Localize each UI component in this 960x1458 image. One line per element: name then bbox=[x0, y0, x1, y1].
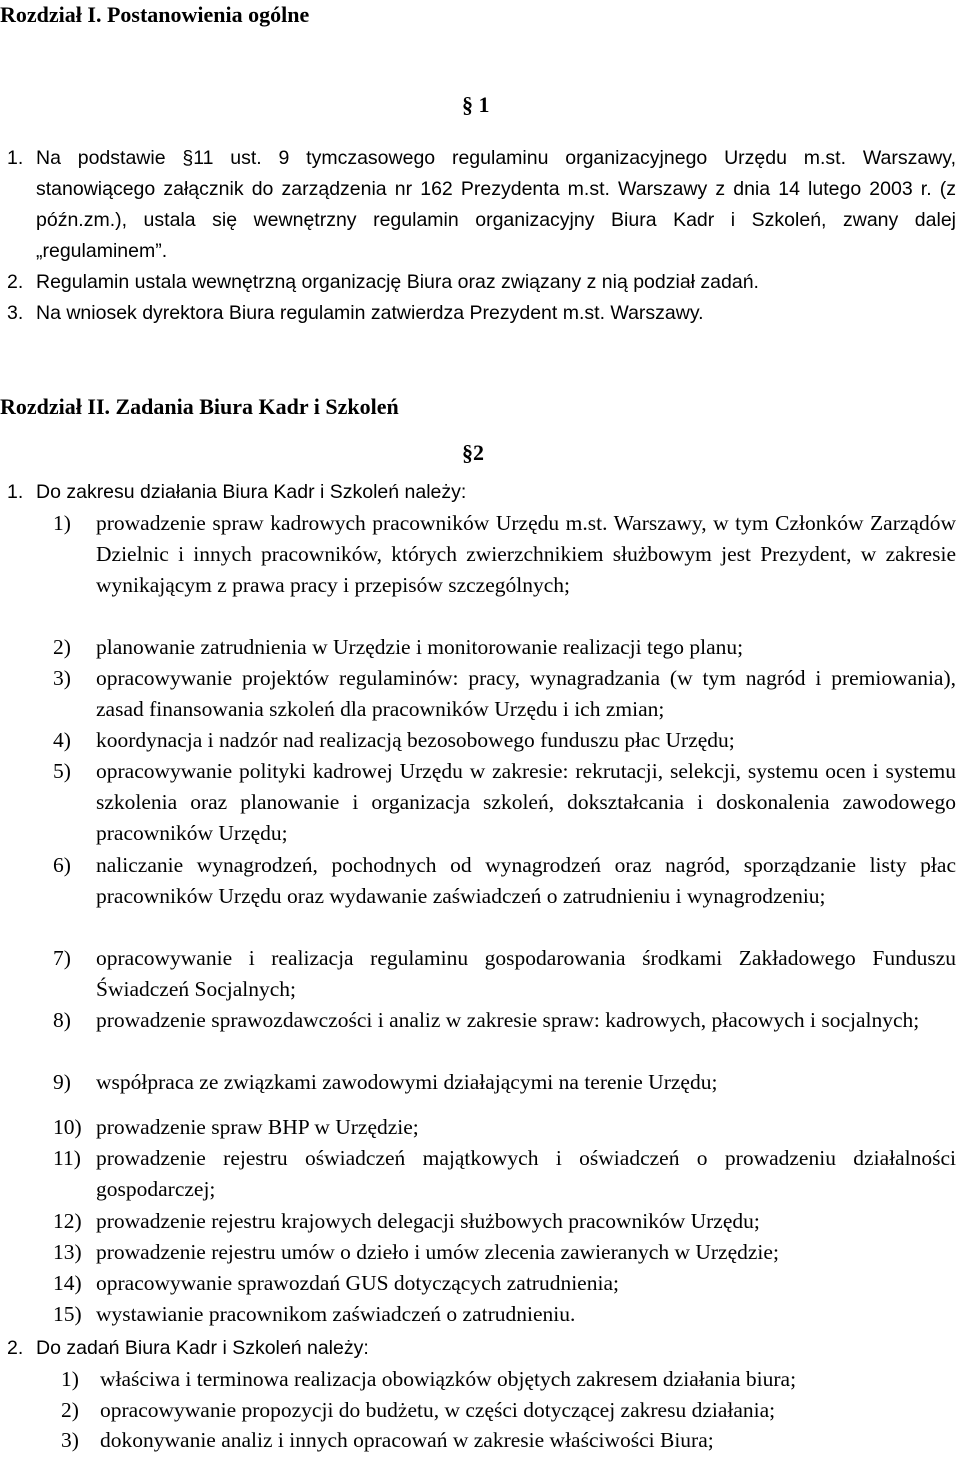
subitem-text: koordynacja i nadzór nad realizacją bezosobowego funduszu płac Urzędu; bbox=[96, 728, 735, 752]
subitem-text: opracowywanie polityki kadrowej Urzędu w zakresie: rekrutacji, selekcji, systemu ocen i systemu szkolenia oraz planowanie i organizacja szkoleń, dokształcania i doskonalenia zawodowego pracowników Urzędu; bbox=[96, 759, 956, 845]
point1-subitem-3 bbox=[53, 663, 956, 725]
subitem-number: 2) bbox=[53, 635, 71, 659]
subitem-number: 1) bbox=[61, 1367, 79, 1391]
point1-subitem-10 bbox=[53, 1112, 956, 1143]
subitem-number: 11) bbox=[53, 1146, 81, 1170]
item-number: 1. bbox=[7, 147, 24, 169]
point-number: 2. bbox=[7, 1337, 24, 1359]
item-text: Na wniosek dyrektora Biura regulamin zatwierdza Prezydent m.st. Warszawy. bbox=[36, 302, 704, 324]
subitem-text: dokonywanie analiz i innych opracowań w zakresie właściwości Biura; bbox=[100, 1428, 714, 1452]
subitem-number: 14) bbox=[53, 1271, 82, 1295]
section-2-heading: §2 bbox=[462, 440, 484, 465]
point1-subitem-13 bbox=[53, 1237, 956, 1268]
point-text: Do zakresu działania Biura Kadr i Szkoleń należy: bbox=[36, 481, 467, 503]
point1-subitem-12 bbox=[53, 1206, 956, 1237]
subitem-number: 10) bbox=[53, 1115, 82, 1139]
point1-subitem-5 bbox=[53, 756, 956, 849]
subitem-number: 9) bbox=[53, 1070, 71, 1094]
point1-subitem-11 bbox=[53, 1143, 956, 1205]
subitem-text: wystawianie pracownikom zaświadczeń o zatrudnieniu. bbox=[96, 1302, 576, 1326]
point1-subitem-8 bbox=[53, 1005, 956, 1036]
item-number: 3. bbox=[7, 302, 24, 324]
subitem-number: 2) bbox=[61, 1398, 79, 1422]
subitem-text: opracowywanie projektów regulaminów: pracy, wynagradzania (w tym nagród i premiowania), zasad finansowania szkoleń dla pracowników Urzędu i ich zmian; bbox=[96, 666, 956, 721]
subitem-number: 7) bbox=[53, 946, 71, 970]
subitem-number: 5) bbox=[53, 759, 71, 783]
point1-subitem-15 bbox=[53, 1299, 956, 1330]
subitem-text: opracowywanie propozycji do budżetu, w części dotyczącej zakresu działania; bbox=[100, 1398, 776, 1422]
point2-subitem-1 bbox=[61, 1364, 920, 1395]
subitem-number: 12) bbox=[53, 1209, 82, 1233]
subitem-text: prowadzenie rejestru oświadczeń majątkowych i oświadczeń o prowadzeniu działalności gospodarczej; bbox=[96, 1146, 956, 1201]
chapter1-item-1 bbox=[7, 143, 956, 267]
subitem-text: opracowywanie i realizacja regulaminu gospodarowania środkami Zakładowego Funduszu Świadczeń Socjalnych; bbox=[96, 946, 956, 1001]
point2-subitem-3 bbox=[61, 1425, 920, 1456]
item-number: 2. bbox=[7, 271, 24, 293]
subitem-text: współpraca ze związkami zawodowymi działającymi na terenie Urzędu; bbox=[96, 1070, 718, 1094]
point-number: 1. bbox=[7, 481, 24, 503]
subitem-text: prowadzenie sprawozdawczości i analiz w zakresie spraw: kadrowych, płacowych i socjalnych; bbox=[96, 1008, 920, 1032]
subitem-number: 3) bbox=[53, 666, 71, 690]
subitem-number: 1) bbox=[53, 511, 71, 535]
subitem-text: opracowywanie sprawozdań GUS dotyczących zatrudnienia; bbox=[96, 1271, 619, 1295]
chapter1-item-3 bbox=[7, 298, 956, 329]
point1-subitem-9 bbox=[53, 1067, 956, 1098]
point-text: Do zadań Biura Kadr i Szkoleń należy: bbox=[36, 1337, 369, 1359]
subitem-text: prowadzenie spraw kadrowych pracowników Urzędu m.st. Warszawy, w tym Członków Zarządów Dzielnic i innych pracowników, których zwierzchnikiem służbowym jest Prezydent, w zakresie wynikającym z prawa pracy i przepisów szczególnych; bbox=[96, 511, 956, 597]
item-text: Na podstawie §11 ust. 9 tymczasowego regulaminu organizacyjnego Urzędu m.st. Warszawy, stanowiącego załącznik do zarządzenia nr 162 Prezydenta m.st. Warszawy z dnia 14 lutego 2003 r. (z późn.zm.), ustala się wewnętrzny regulamin organizacyjny Biura Kadr i Szkoleń, zwany dalej „regulaminem”. bbox=[36, 147, 956, 262]
subitem-number: 13) bbox=[53, 1240, 82, 1264]
point1-subitem-2 bbox=[53, 632, 956, 663]
subitem-text: prowadzenie spraw BHP w Urzędzie; bbox=[96, 1115, 419, 1139]
subitem-text: planowanie zatrudnienia w Urzędzie i monitorowanie realizacji tego planu; bbox=[96, 635, 744, 659]
point1-subitem-14 bbox=[53, 1268, 956, 1299]
subitem-text: właściwa i terminowa realizacja obowiązków objętych zakresem działania biura; bbox=[100, 1367, 797, 1391]
subitem-number: 8) bbox=[53, 1008, 71, 1032]
subitem-number: 15) bbox=[53, 1302, 82, 1326]
chapter2-point-1 bbox=[7, 477, 956, 508]
point1-subitem-7 bbox=[53, 943, 956, 1005]
chapter-1-title: Rozdział I. Postanowienia ogólne bbox=[0, 2, 310, 27]
point2-subitem-2 bbox=[61, 1395, 920, 1426]
section-1-heading: § 1 bbox=[462, 92, 490, 117]
item-text: Regulamin ustala wewnętrzną organizację Biura oraz związany z nią podział zadań. bbox=[36, 271, 759, 293]
point1-subitem-1 bbox=[53, 508, 956, 601]
chapter2-point-2 bbox=[7, 1333, 956, 1364]
subitem-text: prowadzenie rejestru krajowych delegacji służbowych pracowników Urzędu; bbox=[96, 1209, 760, 1233]
subitem-number: 6) bbox=[53, 853, 71, 877]
point1-subitem-4 bbox=[53, 725, 956, 756]
point1-subitem-6 bbox=[53, 850, 956, 912]
chapter1-item-2 bbox=[7, 267, 956, 298]
subitem-text: naliczanie wynagrodzeń, pochodnych od wynagrodzeń oraz nagród, sporządzanie listy płac pracowników Urzędu oraz wydawanie zaświadczeń o zatrudnieniu i wynagrodzeniu; bbox=[96, 853, 956, 908]
subitem-text: prowadzenie rejestru umów o dzieło i umów zlecenia zawieranych w Urzędzie; bbox=[96, 1240, 779, 1264]
chapter-2-title: Rozdział II. Zadania Biura Kadr i Szkoleń bbox=[0, 394, 399, 419]
subitem-number: 3) bbox=[61, 1428, 79, 1452]
subitem-number: 4) bbox=[53, 728, 71, 752]
